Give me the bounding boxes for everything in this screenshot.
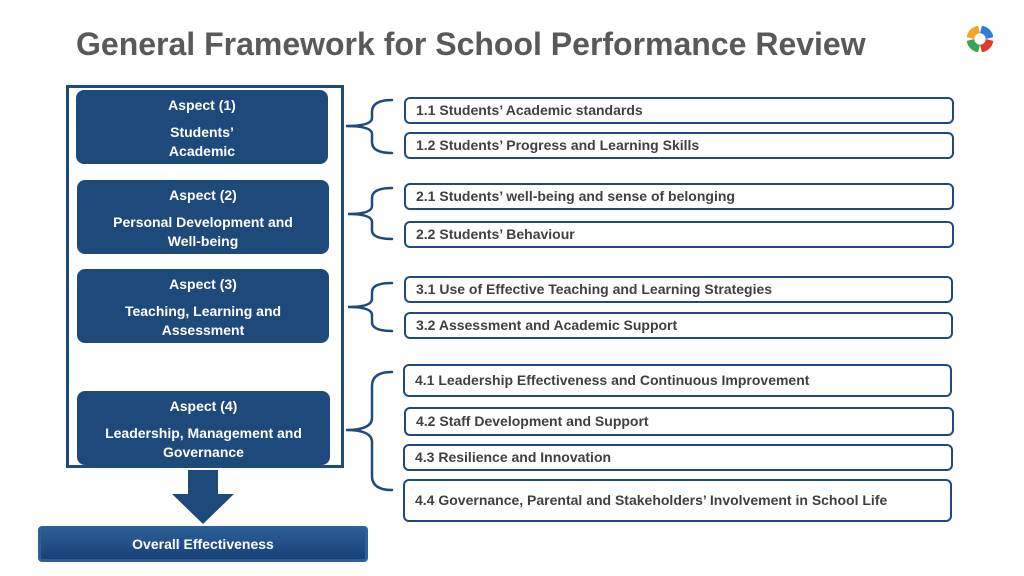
down-arrow-icon xyxy=(172,470,234,524)
subitem-2-1: 2.1 Students’ well-being and sense of belonging xyxy=(404,183,954,210)
subitem-4-2: 4.2 Staff Development and Support xyxy=(404,407,954,436)
aspect-4-title: Aspect (4) xyxy=(169,398,238,414)
brace-4 xyxy=(346,372,392,490)
aspect-2-title: Aspect (2) xyxy=(169,187,237,203)
brace-1 xyxy=(346,100,392,153)
subitem-3-1: 3.1 Use of Effective Teaching and Learning Strategies xyxy=(404,276,953,303)
brace-3 xyxy=(348,283,392,331)
subitem-4-4: 4.4 Governance, Parental and Stakeholders’ Involvement in School Life xyxy=(403,479,952,522)
aspect-4-desc: Leadership, Management and Governance xyxy=(105,425,302,460)
aspect-3-title: Aspect (3) xyxy=(169,276,237,292)
subitem-4-3: 4.3 Resilience and Innovation xyxy=(403,444,953,471)
page-title: General Framework for School Performance Review xyxy=(76,26,866,62)
aspect-3-desc: Teaching, Learning and Assessment xyxy=(124,303,282,338)
overall-effectiveness-box: Overall Effectiveness xyxy=(38,526,368,562)
subitem-3-2: 3.2 Assessment and Academic Support xyxy=(404,312,953,339)
subitem-1-1: 1.1 Students’ Academic standards xyxy=(404,97,954,124)
aspect-1-desc: Students’ Academic Achievement xyxy=(158,124,246,178)
brace-2 xyxy=(348,188,392,239)
aspect-2-desc: Personal Development and Well-being xyxy=(113,214,293,249)
subitem-1-2: 1.2 Students’ Progress and Learning Skills xyxy=(404,132,954,159)
subitem-2-2: 2.2 Students’ Behaviour xyxy=(404,221,954,248)
aspect-1-title: Aspect (1) xyxy=(168,97,236,113)
subitem-4-1: 4.1 Leadership Effectiveness and Continuous Improvement xyxy=(403,364,952,397)
